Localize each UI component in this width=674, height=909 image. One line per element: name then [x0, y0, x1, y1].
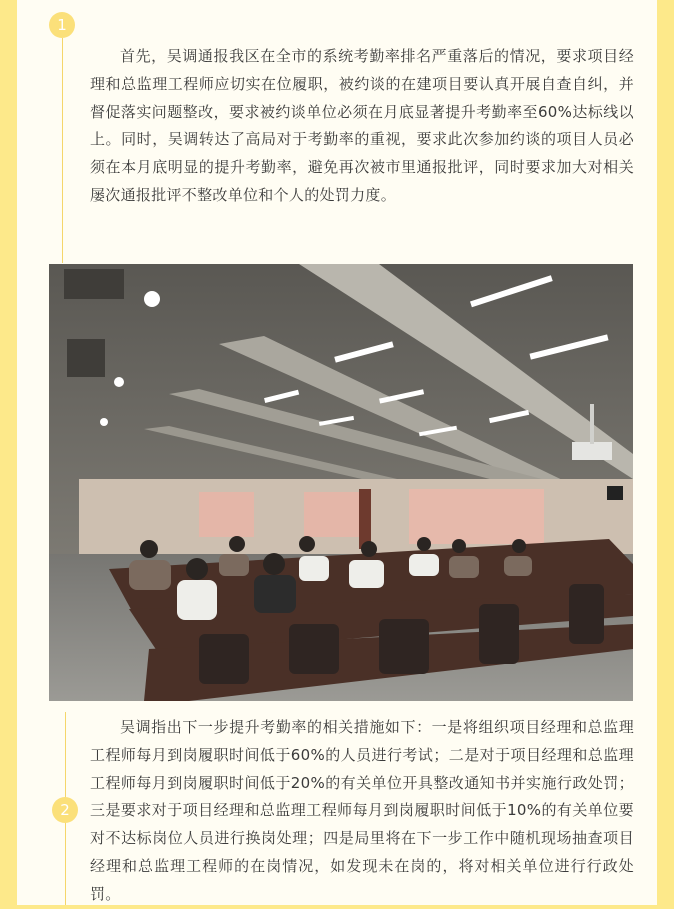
section-1-paragraph: 首先，吴调通报我区在全市的系统考勤率排名严重落后的情况，要求项目经理和总监理工程师应切实在位履职，被约谈的在建项目要认真开展自查自纠，并督促落实问题整改，要求被约谈单位必须在月底显著提升考勤率至60%达标线以上。同时，吴调转达了高局对于考勤率的重视，要求此次参加约谈的项目人员必须在本月底明显的提升考勤率，避免再次被市里通报批评，同时要求加大对相关屡次通报批评不整改单位和个人的处罚力度。 [90, 47, 634, 204]
section-1-number-badge: 1 [49, 12, 75, 38]
timeline-line-top [62, 38, 63, 263]
section-2-number-badge: 2 [52, 797, 78, 823]
section-2-paragraph: 吴调指出下一步提升考勤率的相关措施如下：一是将组织项目经理和总监理工程师每月到岗履职时间低于60%的人员进行考试；二是对于项目经理和总监理工程师每月到岗履职时间低于20%的有关单位开具整改通知书并实施行政处罚；三是要求对于项目经理和总监理工程师每月到岗履职时间低于10%的有关单位要对不达标岗位人员进行换岗处理；四是局里将在下一步工作中随机现场抽查项目经理和总监理工程师的在岗情况，如发现未在岗的，将对相关单位进行行政处罚。 [90, 718, 634, 903]
meeting-room-photo [49, 264, 633, 701]
